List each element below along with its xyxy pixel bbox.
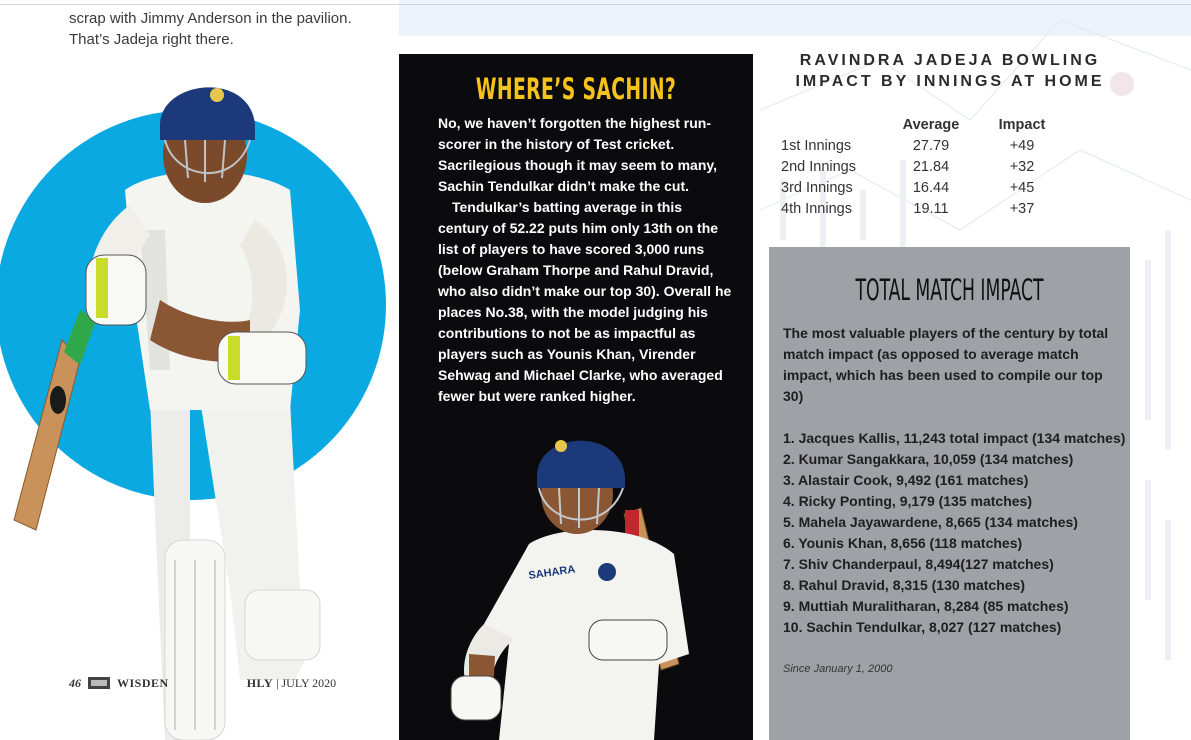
- intro-text: [69, 8, 399, 50]
- wheres-sachin-body: [438, 113, 736, 407]
- list-item: 5. Mahela Jayawardene, 8,665 (134 matches): [783, 514, 1078, 530]
- page-number: 46: [69, 676, 81, 690]
- table-row: [781, 177, 1077, 198]
- issue-date: JULY 2020: [281, 676, 337, 690]
- brand-wisden: WISDEN: [117, 676, 169, 690]
- total-match-impact-intro: The most valuable players of the century by total match impact (as opposed to average match impact, which has been used to compile our top 30): [783, 325, 1109, 404]
- total-match-impact-title: TOTAL MATCH IMPACT: [855, 273, 1044, 307]
- table-header-row: [781, 114, 1077, 135]
- innings-label: 1st Innings: [781, 137, 852, 154]
- list-item: 3. Alastair Cook, 9,492 (161 matches): [783, 472, 1029, 488]
- table-row: [781, 198, 1077, 219]
- average-value: 16.44: [912, 179, 950, 196]
- impact-value: +37: [1009, 200, 1035, 217]
- list-item: 4. Ricky Ponting, 9,179 (135 matches): [783, 493, 1032, 509]
- list-item: 7. Shiv Chanderpaul, 8,494(127 matches): [783, 556, 1054, 572]
- wheres-sachin-title: WHERE’S SACHIN?: [475, 72, 677, 106]
- table-row: [781, 156, 1077, 177]
- innings-label: 2nd Innings: [781, 158, 856, 175]
- list-item: 1. Jacques Kallis, 11,243 total impact (134 matches): [783, 430, 1126, 446]
- sachin-paragraph-1: No, we haven’t forgotten the highest run-scorer in the history of Test cricket. Sacrilegious though it may seem to many, Sachin Tendulkar didn’t make the cut.: [438, 115, 718, 194]
- list-item: 10. Sachin Tendulkar, 8,027 (127 matches): [783, 619, 1062, 635]
- shirt-sponsor-text: SAHARA: [527, 563, 577, 582]
- total-match-impact-panel: [769, 247, 1130, 740]
- footer-separator: |: [276, 676, 279, 690]
- impact-value: +32: [1009, 158, 1035, 175]
- wheres-sachin-panel: [399, 54, 753, 740]
- bowling-impact-table: [781, 114, 1081, 219]
- impact-value: +45: [1009, 179, 1035, 196]
- list-item: 2. Kumar Sangakkara, 10,059 (134 matches): [783, 451, 1074, 467]
- list-item: 6. Younis Khan, 8,656 (118 matches): [783, 535, 1023, 551]
- intro-line-2: That’s Jadeja right there.: [69, 31, 234, 48]
- average-value: 21.84: [912, 158, 950, 175]
- impact-footnote: Since January 1, 2000: [783, 663, 893, 675]
- list-item: 9. Muttiah Muralitharan, 8,284 (85 matches): [783, 598, 1069, 614]
- jadeja-photo: [0, 70, 340, 740]
- cricket-bat-illustration: [14, 310, 96, 530]
- average-value: 19.11: [913, 200, 949, 217]
- table-header-average: Average: [902, 116, 960, 133]
- table-header-innings: [781, 114, 895, 135]
- sachin-paragraph-2: Tendulkar’s batting average in this century of 52.22 puts him only 13th on the list of players to have scored 3,000 runs (below Graham Thorpe and Rahul Dravid, who also didn’t make our top 30). Overall he places No.38, with the model judging his contributions to not be as impactful as players such as Younis Khan, Virender Sehwag and Michael Clarke, who averaged fewer but were ranked higher.: [438, 199, 732, 404]
- brand-suffix: HLY: [246, 676, 274, 690]
- bowling-table-title: RAVINDRA JADEJA BOWLING IMPACT BY INNINGS AT HOME: [795, 52, 1105, 90]
- impact-value: +49: [1009, 137, 1035, 154]
- table-row: [781, 135, 1077, 156]
- innings-label: 4th Innings: [781, 200, 852, 217]
- impact-ranking-list: [783, 428, 1128, 638]
- list-item: 8. Rahul Dravid, 8,315 (130 matches): [783, 577, 1025, 593]
- innings-label: 3rd Innings: [781, 179, 853, 196]
- table-header-impact: Impact: [998, 116, 1046, 133]
- average-value: 27.79: [912, 137, 950, 154]
- tendulkar-photo: [429, 424, 729, 740]
- page-footer: [69, 676, 336, 691]
- wisden-logo-icon: [88, 677, 110, 689]
- intro-line-1: scrap with Jimmy Anderson in the pavilion.: [69, 10, 352, 27]
